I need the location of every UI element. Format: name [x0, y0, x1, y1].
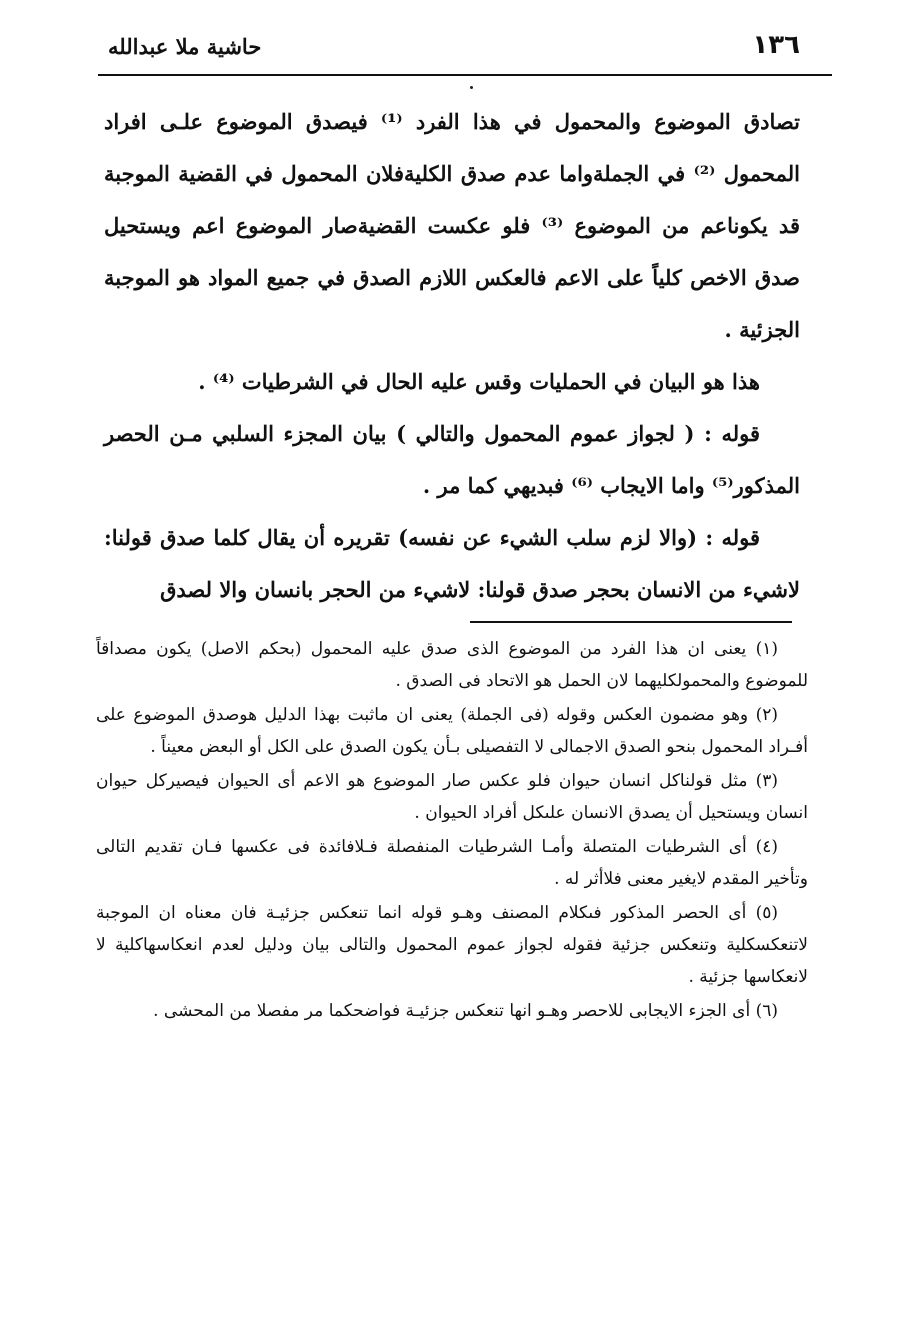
footnote-4: (٤) أى الشرطيات المتصلة وأمـا الشرطيات المنفصلة فـلافائدة فى عكسها فـان تقديم التالى وتأخير المقدم لايغير معنى فلاأثر له . — [96, 837, 808, 889]
qawluhu-text-1: ( لجواز عموم المحمول والتالي ) بيان المجزء السلبي مـن الحصر المذكور⁽⁵⁾ واما الايجاب ⁽⁶⁾ فبديهي كما مر . — [104, 421, 800, 498]
body-paragraph-1: تصادق الموضوع والمحمول في هذا الفرد ⁽¹⁾ فيصدق الموضوع علـى افراد المحمول ⁽²⁾ في الجملةواما عدم صدق الكليةفلان المحمول في القضية الموجبة قد يكوناعم من الموضوع ⁽³⁾ فلو عكست القضيةصار الموضوع اعم ويستحيل صدق الاخص كلياً على الاعم فالعكس اللازم الصدق في جميع المواد هو الموجبة الجزئية . — [104, 109, 800, 342]
footnote-6: (٦) أى الجزء الايجابى للاحصر وهـو انها تنعكس جزئيـة فواضحكما مر مفصلا من المحشى . — [153, 1001, 778, 1021]
footnote-5: (٥) أى الحصر المذكور فىكلام المصنف وهـو قوله انما تنعكس جزئيـة فان معناه ان الموجبة لاتنعكسكلية وتنعكس جزئية فقوله لجواز عموم المحمول والتالى بيان ودليل لعدم انعكاسهاكلية لا لانعكاسها جزئية . — [96, 903, 808, 987]
footnote-rule — [470, 621, 792, 623]
footnote-2: (٢) وهو مضمون العكس وقوله (فى الجملة) يعنى ان ماثبت بهذا الدليل هوصدق الموضوع على أفـراد المحمول بنحو الصدق الاجمالى لا التفصيلى بـأن يكون الصدق على الكل أو البعض معيناً . — [96, 705, 808, 757]
main-text — [104, 96, 800, 616]
footnote-3: (٣) مثل قولناكل انسان حيوان فلو عكس صار الموضوع هو الاعم أى الحيوان فيصيركل حيوان انسان ويستحيل أن يصدق الانسان علىكل أفراد الحيوان . — [96, 771, 808, 823]
qawluhu-text-2: (والا لزم سلب الشيء عن نفسه) تقريره أن يقال كلما صدق قولنا: لاشيء من الانسان بحجر صدق قولنا: لاشيء من الحجر بانسان والا لصدق — [104, 525, 800, 602]
qawluhu-lead-1: قوله : — [704, 421, 761, 446]
qawluhu-paragraph-1 — [104, 408, 800, 512]
page-number: ١٣٦ — [752, 30, 800, 60]
body-paragraph-2: هذا هو البيان في الحمليات وقس عليه الحال في الشرطيات ⁽⁴⁾ . — [198, 369, 760, 394]
page-header — [108, 30, 800, 74]
footnote-1: (١) يعنى ان هذا الفرد من الموضوع الذى صدق عليه المحمول (بحكم الاصل) يكون مصداقاً للموضوع والمحمولكليهما لان الحمل هو الاتحاد فى الصدق . — [96, 639, 808, 691]
header-dot — [470, 86, 473, 89]
footnotes — [96, 633, 808, 1029]
running-title: حاشية ملا عبدالله — [108, 34, 262, 59]
qawluhu-lead-2: قوله : — [705, 525, 761, 550]
qawluhu-paragraph-2 — [104, 512, 800, 616]
header-rule — [98, 74, 832, 76]
